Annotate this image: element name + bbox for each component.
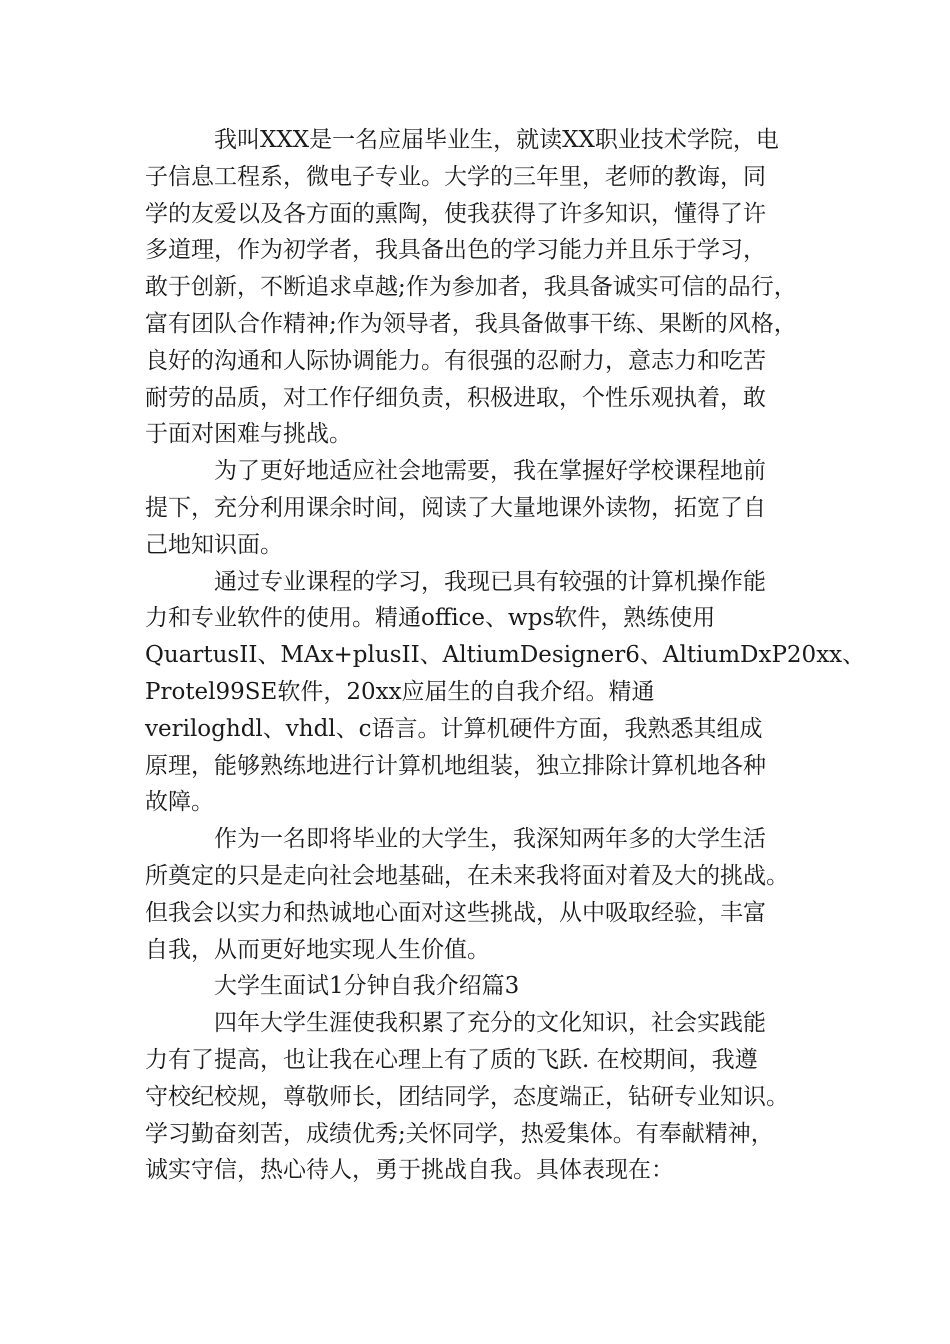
paragraph-5-line: 学习勤奋刻苦，成绩优秀;关怀同学，热爱集体。有奉献精神， xyxy=(145,1120,774,1147)
paragraph-5-line: 力有了提高，也让我在心理上有了质的飞跃. 在校期间，我遵 xyxy=(145,1046,758,1073)
paragraph-1-line: 于面对困难与挑战。 xyxy=(145,421,352,448)
section-heading: 大学生面试1分钟自我介绍篇3 xyxy=(214,973,520,1000)
paragraph-1-line: 多道理，作为初学者，我具备出色的学习能力并且乐于学习， xyxy=(145,237,766,264)
paragraph-3-line: QuartusII、MAx+plusII、AltiumDesigner6、AltiumDxP20xx、 xyxy=(145,642,866,669)
paragraph-4-line: 所奠定的只是走向社会地基础，在未来我将面对着及大的挑战。 xyxy=(145,862,789,889)
paragraph-1-line: 子信息工程系，微电子专业。大学的三年里，老师的教诲，同 xyxy=(145,163,766,190)
paragraph-5-line: 四年大学生涯使我积累了充分的文化知识，社会实践能 xyxy=(214,1010,766,1037)
paragraph-5-line: 诚实守信，热心待人，勇于挑战自我。具体表现在： xyxy=(145,1157,674,1184)
paragraph-3-line: 故障。 xyxy=(145,789,214,816)
paragraph-3-line: 原理，能够熟练地进行计算机地组装，独立排除计算机地各种 xyxy=(145,752,766,779)
paragraph-3-line: Protel99SE软件，20xx应届生的自我介绍。精通 xyxy=(145,678,655,705)
paragraph-1-line: 富有团队合作精神;作为领导者，我具备做事干练、果断的风格， xyxy=(145,310,797,337)
paragraph-4-line: 自我，从而更好地实现人生价值。 xyxy=(145,936,490,963)
paragraph-1-line: 敢于创新，不断追求卓越;作为参加者，我具备诚实可信的品行， xyxy=(145,274,797,301)
paragraph-5-line: 守校纪校规，尊敬师长，团结同学，态度端正，钻研专业知识。 xyxy=(145,1083,789,1110)
paragraph-1-line: 我叫XXX是一名应届毕业生，就读XX职业技术学院，电 xyxy=(214,127,779,153)
paragraph-2-line: 为了更好地适应社会地需要，我在掌握好学校课程地前 xyxy=(214,458,766,485)
paragraph-1-line: 耐劳的品质，对工作仔细负责，积极进取，个性乐观执着，敢 xyxy=(145,384,766,411)
paragraph-3-line: 通过专业课程的学习，我现已具有较强的计算机操作能 xyxy=(214,568,766,595)
paragraph-1-line: 良好的沟通和人际协调能力。有很强的忍耐力，意志力和吃苦 xyxy=(145,347,766,374)
paragraph-2-line: 提下，充分利用课余时间，阅读了大量地课外读物，拓宽了自 xyxy=(145,494,766,521)
paragraph-1-line: 学的友爱以及各方面的熏陶，使我获得了许多知识，懂得了许 xyxy=(145,200,766,227)
paragraph-4-line: 但我会以实力和热诚地心面对这些挑战，从中吸取经验，丰富 xyxy=(145,899,766,926)
paragraph-3-line: veriloghdl、vhdl、c语言。计算机硬件方面，我熟悉其组成 xyxy=(145,715,763,742)
paragraph-2-line: 己地知识面。 xyxy=(145,531,283,558)
paragraph-3-line: 力和专业软件的使用。精通office、wps软件，熟练使用 xyxy=(145,605,716,632)
document-body xyxy=(145,122,866,1189)
paragraph-4-line: 作为一名即将毕业的大学生，我深知两年多的大学生活 xyxy=(214,826,766,853)
